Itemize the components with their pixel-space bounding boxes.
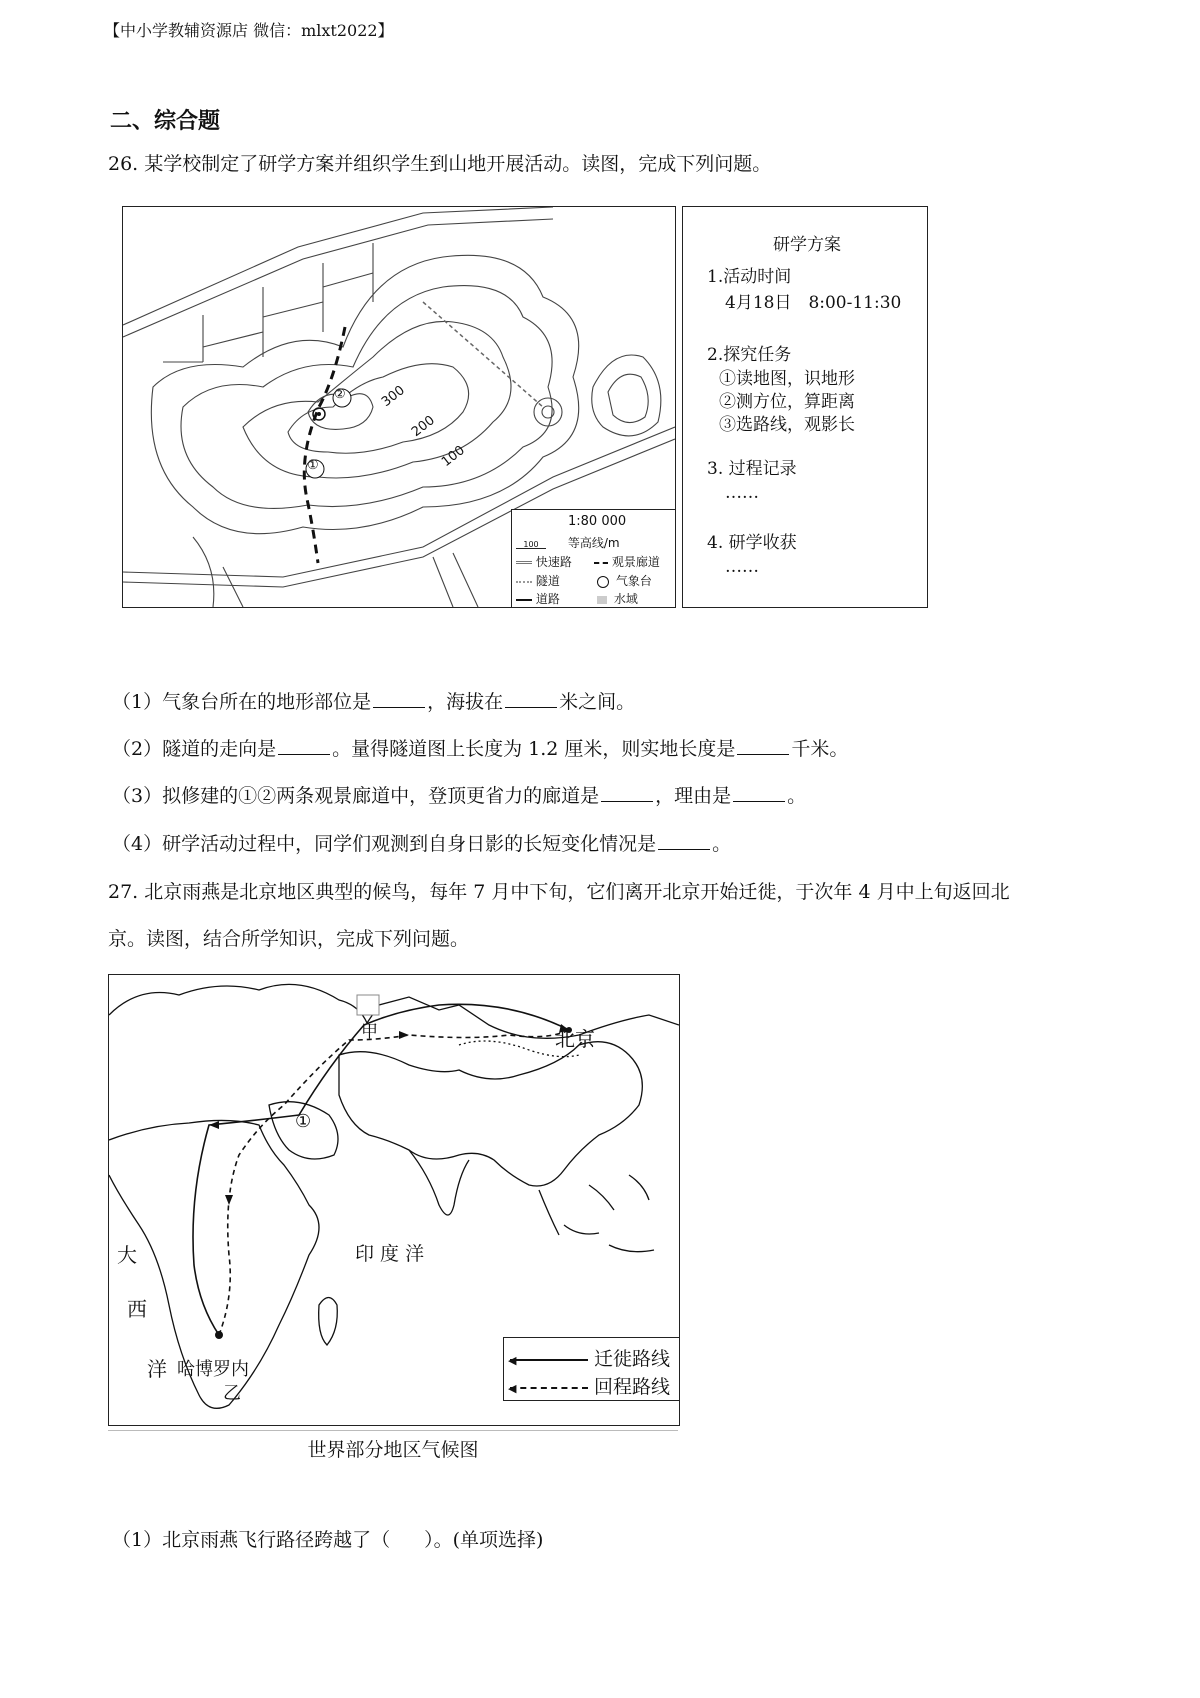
legend-migration: 迁徙路线 xyxy=(594,1348,671,1370)
contour-label-100: 100 xyxy=(439,442,468,471)
contour-label-300: 300 xyxy=(379,382,408,411)
jia-label: 甲 xyxy=(361,1022,378,1042)
legend-corridor-row xyxy=(594,553,660,570)
legend-expressway: 快速路 xyxy=(535,555,572,569)
map-legend xyxy=(511,509,676,608)
answer-blank[interactable] xyxy=(733,783,785,802)
legend-road: 道路 xyxy=(535,592,560,606)
plan-item-2: 2.探究任务 xyxy=(707,345,792,365)
legend-water-row xyxy=(594,590,638,607)
plan-item-1: 1.活动时间 xyxy=(707,267,792,287)
gaborone-dot xyxy=(215,1331,223,1339)
atlantic-label-2: 西 xyxy=(127,1297,147,1321)
legend-contour-row xyxy=(516,534,620,551)
legend-return-row: ◀ 回程路线 xyxy=(508,1376,671,1398)
figure-caption: 世界部分地区气候图 xyxy=(108,1430,678,1462)
circle-1-label: ① xyxy=(295,1111,312,1132)
q26-subq-3: （3）拟修建的①②两条观景廊道中，登顶更省力的廊道是 ，理由是 。 xyxy=(112,785,807,807)
migration-map xyxy=(108,974,680,1426)
legend-observatory-row xyxy=(594,572,652,589)
plan-item-3-detail: …… xyxy=(725,483,759,503)
q26-subq-1: （1）气象台所在的地形部位是 ，海拔在 米之间。 xyxy=(112,691,636,713)
study-plan-box xyxy=(682,206,928,608)
q26-subq-2: （2）隧道的走向是 。量得隧道图上长度为 1.2 厘米，则实地长度是 千米。 xyxy=(112,738,849,760)
q27-subq-1: （1）北京雨燕飞行路径跨越了（ ）。(单项选择) xyxy=(112,1529,544,1551)
question-27-stem-line-2: 京。读图，结合所学知识，完成下列问题。 xyxy=(108,928,470,950)
plan-item-3: 3. 过程记录 xyxy=(707,459,797,479)
answer-blank[interactable] xyxy=(505,689,557,708)
legend-tunnel: 隧道 xyxy=(535,574,560,588)
legend-road-row xyxy=(516,590,560,607)
topographic-map xyxy=(122,206,676,608)
page-header: 【中小学教辅资源店 微信：mlxt2022】 xyxy=(104,21,394,40)
water-legend-swatch xyxy=(597,596,607,604)
contour-label-200: 200 xyxy=(409,412,438,441)
migration-legend xyxy=(503,1337,680,1401)
plan-item-2a: ①读地图，识地形 xyxy=(719,369,855,389)
answer-blank[interactable] xyxy=(601,783,653,802)
section-title: 二、综合题 xyxy=(110,109,221,134)
legend-observatory: 气象台 xyxy=(615,574,652,588)
beijing-label: 北京 xyxy=(555,1027,595,1051)
legend-contour-sample: 100 xyxy=(516,542,546,549)
legend-scenic-corridor: 观景廊道 xyxy=(611,555,660,569)
plan-item-4: 4. 研学收获 xyxy=(707,533,797,553)
legend-return: 回程路线 xyxy=(594,1376,671,1398)
plan-item-1-detail: 4月18日 8:00-11:30 xyxy=(725,293,902,313)
answer-blank[interactable] xyxy=(737,736,789,755)
atlantic-label-1: 大 xyxy=(117,1243,137,1267)
answer-blank[interactable] xyxy=(373,689,425,708)
plan-item-4-detail: …… xyxy=(725,557,759,577)
question-27-stem-line-1: 27. 北京雨燕是北京地区典型的候鸟，每年 7 月中下旬，它们离开北京开始迁徙，于次年 4 月中上旬返回北 xyxy=(108,881,1010,903)
observatory-legend-icon xyxy=(597,576,609,588)
question-26-stem: 26. 某学校制定了研学方案并组织学生到山地开展活动。读图，完成下列问题。 xyxy=(108,153,772,175)
indian-ocean-label: 印 度 洋 xyxy=(355,1243,425,1265)
corridor-2-label: ② xyxy=(334,387,346,402)
corridor-1-label: ① xyxy=(307,458,319,473)
plan-item-2b: ②测方位，算距离 xyxy=(719,392,855,412)
answer-blank[interactable] xyxy=(658,831,710,850)
gaborone-label: 哈博罗内 xyxy=(177,1359,249,1380)
legend-tunnel-row xyxy=(516,572,560,589)
legend-water: 水域 xyxy=(613,592,638,606)
legend-contour: 等高线/m xyxy=(567,536,620,550)
q26-subq-4: （4）研学活动过程中，同学们观测到自身日影的长短变化情况是 。 xyxy=(112,833,732,855)
yi-label: 乙 xyxy=(223,1383,241,1404)
plan-item-2c: ③选路线，观影长 xyxy=(719,415,855,435)
atlantic-label-3: 洋 xyxy=(147,1357,167,1381)
legend-scale: 1:80 000 xyxy=(568,514,627,529)
answer-blank[interactable] xyxy=(278,736,330,755)
plan-title: 研学方案 xyxy=(773,235,841,255)
legend-expressway-row xyxy=(516,553,572,570)
legend-migration-row: ◀ 迁徙路线 xyxy=(508,1348,671,1370)
